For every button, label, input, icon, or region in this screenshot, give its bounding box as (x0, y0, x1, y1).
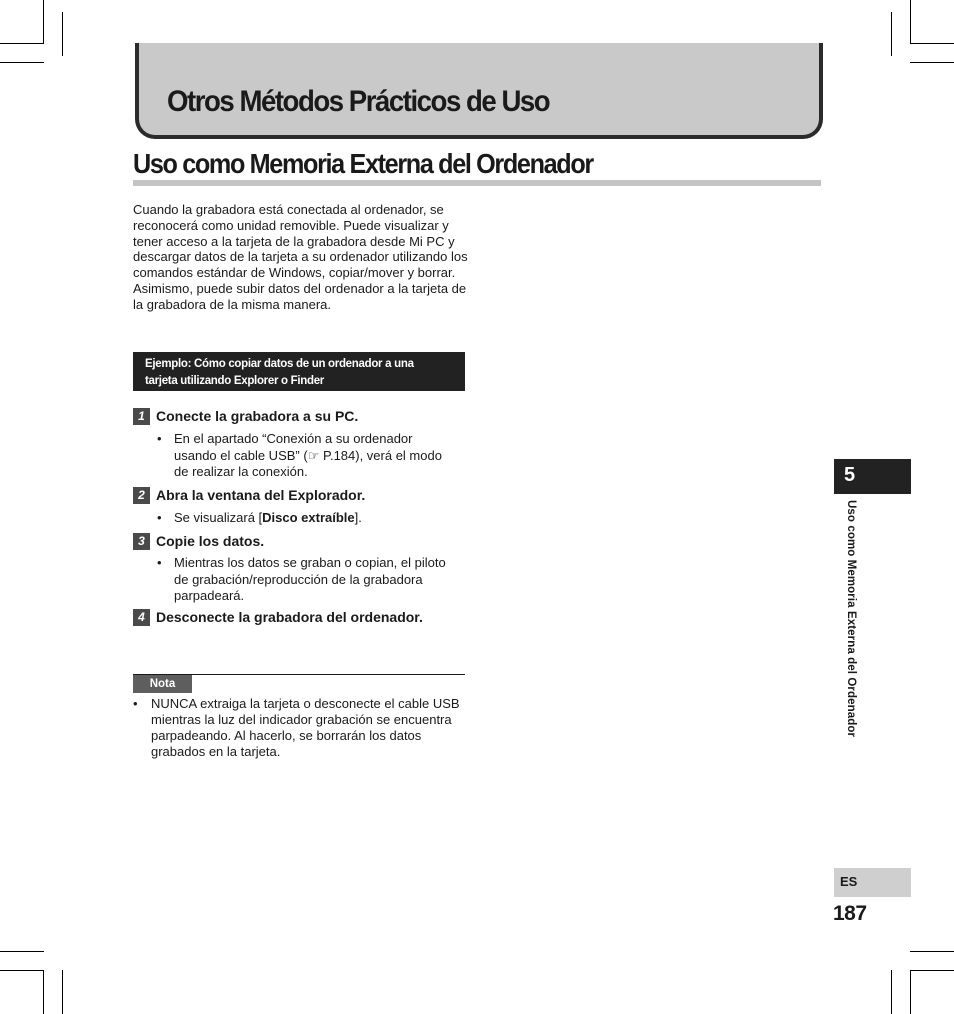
chapter-title: Otros Métodos Prácticos de Uso (167, 85, 550, 118)
step-2-bullet-bold: Disco extraíble (262, 510, 355, 525)
step-title-3: Copie los datos. (156, 533, 265, 549)
crop-mark (910, 951, 954, 952)
note-body: NUNCA extraiga la tarjeta o desconecte el cable USB mientras la luz del indicador grabación se encuentra parpadeando. Al hacerlo, se borrarán los datos grabados en la tarjeta. (151, 696, 460, 759)
crop-mark (43, 0, 44, 44)
section-title: Uso como Memoria Externa del Ordenador (133, 148, 593, 179)
crop-mark (891, 970, 892, 1014)
crop-mark (62, 970, 63, 1014)
example-line-2: tarjeta utilizando Explorer o Finder (145, 375, 324, 387)
step-number-3: 3 (133, 533, 150, 550)
crop-mark (62, 12, 63, 56)
crop-mark (0, 951, 44, 952)
step-1-bullet (155, 431, 455, 481)
bullet-dot: • (157, 510, 162, 525)
example-line-1: Ejemplo: Cómo copiar datos de un ordenador a una (145, 358, 414, 370)
step-1-bullet-pre: En el apartado “Conexión a su ordenador usando el cable USB” ( (174, 431, 413, 463)
chapter-banner (135, 43, 823, 139)
page-number: 187 (833, 902, 867, 925)
step-2-bullet-post: ]. (354, 510, 362, 525)
bullet-dot: • (157, 431, 162, 446)
note-text (133, 696, 465, 760)
chapter-number-tab: 5 (834, 459, 911, 494)
sidebar-section-label: Uso como Memoria Externa del Ordenador (845, 500, 857, 738)
bullet-dot: • (157, 555, 162, 570)
step-number-4: 4 (133, 609, 150, 626)
crop-mark (43, 970, 44, 1014)
step-title-2: Abra la ventana del Explorador. (156, 487, 366, 503)
crop-mark (910, 43, 954, 44)
crop-mark (910, 970, 954, 971)
step-2-bullet (155, 510, 455, 527)
crop-mark (0, 43, 44, 44)
note-label: Nota (133, 675, 192, 693)
example-box (133, 352, 465, 391)
intro-paragraph: Cuando la grabadora está conectada al ordenador, se reconocerá como unidad removible. Puede visualizar y tener acceso a la tarjeta de la grabadora desde Mi PC y descargar datos de la tarjeta a su ordenador utilizando los comandos estándar de Windows, copiar/mover y borrar. Asimismo, puede subir datos del ordenador a la tarjeta de la grabadora de la misma manera. (133, 202, 468, 312)
step-3-bullet (155, 555, 455, 605)
language-tab: ES (834, 868, 911, 897)
step-3-bullet-text: Mientras los datos se graban o copian, el piloto de grabación/reproducción de la grabadora parpadeará. (174, 555, 446, 603)
step-number-1: 1 (133, 408, 150, 425)
step-1-bullet-post: P.184), verá el modo de realizar la conexión. (174, 447, 442, 479)
crop-mark (910, 970, 911, 1014)
step-title-4: Desconecte la grabadora del ordenador. (156, 609, 423, 625)
pointing-hand-icon: ☞ (307, 447, 320, 463)
crop-mark (910, 62, 954, 63)
section-rule (133, 180, 821, 186)
step-title-1: Conecte la grabadora a su PC. (156, 408, 359, 424)
crop-mark (910, 0, 911, 44)
step-2-bullet-pre: Se visualizará [ (174, 510, 263, 525)
step-number-2: 2 (133, 487, 150, 504)
crop-mark (0, 62, 44, 63)
bullet-dot: • (133, 696, 138, 711)
crop-mark (891, 12, 892, 56)
crop-mark (0, 970, 44, 971)
